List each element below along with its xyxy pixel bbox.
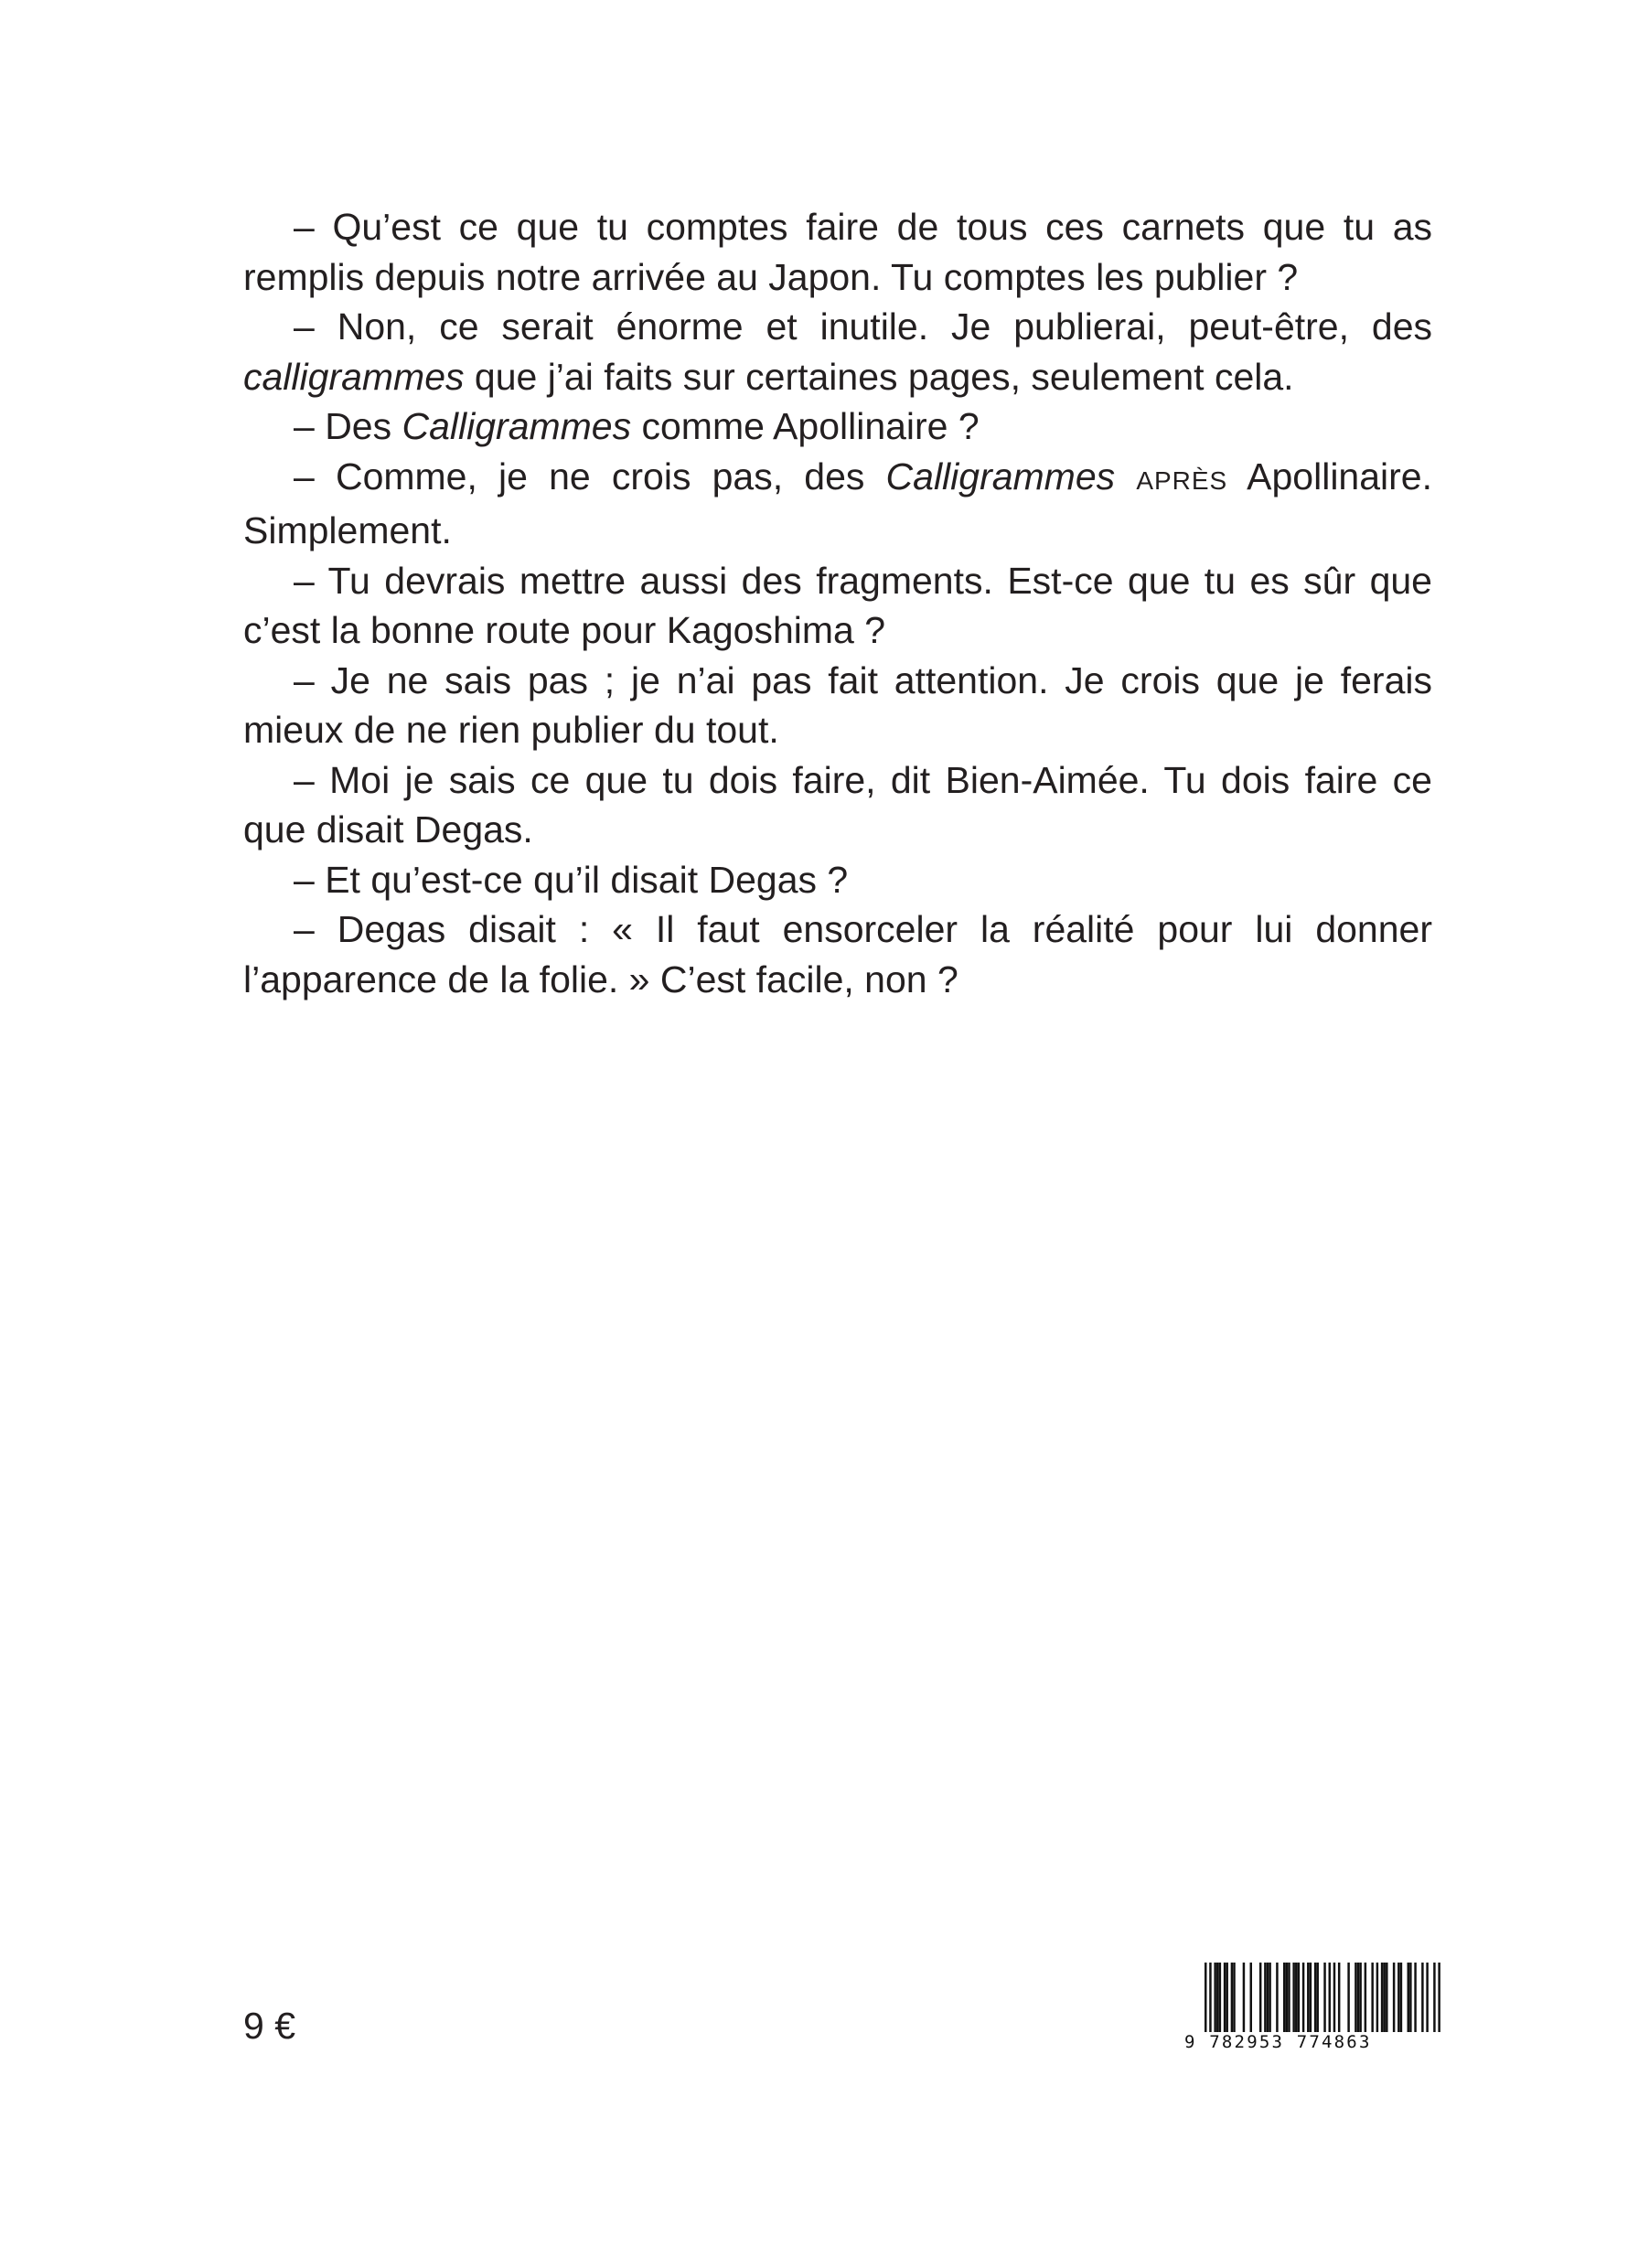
barcode-bar <box>1295 1963 1297 2036</box>
barcode-bar <box>1226 1963 1227 2036</box>
barcode-bar <box>1209 1963 1211 2036</box>
barcode-bar <box>1224 1963 1226 2036</box>
barcode-bar <box>1355 1963 1356 2036</box>
barcode-bar <box>1219 1963 1221 2036</box>
barcode-bar <box>1310 1963 1312 2036</box>
small-caps-word: APRÈS <box>1136 465 1228 495</box>
barcode-bar <box>1269 1963 1270 2036</box>
barcode-bar <box>1338 1963 1340 2036</box>
barcode-bar <box>1288 1963 1290 2036</box>
barcode-bar <box>1433 1963 1435 2036</box>
barcode-bar <box>1397 1963 1399 2036</box>
dialogue-line: – Des Calligrammes comme Apollinaire ? <box>294 405 980 447</box>
barcode-bar <box>1267 1963 1269 2036</box>
dialogue-line: – Je ne sais pas ; je n’ai pas fait attention. Je crois que je ferais mieux de ne rien publier du tout. <box>243 658 1432 751</box>
barcode-bar <box>1307 1963 1309 2036</box>
price-label: 9 € <box>243 2005 295 2047</box>
barcode-bar <box>1359 1963 1361 2036</box>
barcode-bar <box>1333 1963 1335 2036</box>
barcode-bar <box>1414 1963 1416 2036</box>
barcode-bar <box>1259 1963 1261 2036</box>
dialogue-line: – Moi je sais ce que tu dois faire, dit Bien-Aimée. Tu dois faire ce que disait Degas. <box>243 758 1432 850</box>
dialogue-line: – Et qu’est-ce qu’il disait Degas ? <box>294 858 849 901</box>
barcode-bar <box>1438 1963 1440 2036</box>
barcode-bar <box>1292 1963 1294 2036</box>
barcode-bar <box>1314 1963 1316 2036</box>
barcode-bar <box>1214 1963 1215 2036</box>
barcode-bar <box>1408 1963 1409 2036</box>
barcode-bar <box>1357 1963 1359 2036</box>
barcode-bar <box>1421 1963 1423 2036</box>
back-cover-text <box>243 202 1432 1004</box>
barcode-bar <box>1205 1963 1206 2036</box>
barcode-bar <box>1276 1963 1278 2036</box>
isbn-digits: 9 782953 774863 <box>1184 2032 1445 2052</box>
barcode-bar <box>1323 1963 1325 2036</box>
barcode-bar <box>1286 1963 1288 2036</box>
barcode-bar <box>1381 1963 1383 2036</box>
barcode-bar <box>1426 1963 1428 2036</box>
barcode-bar <box>1400 1963 1402 2036</box>
barcode-bar <box>1298 1963 1300 2036</box>
dialogue-line: – Comme, je ne crois pas, des Calligrammes APRÈS Apollinaire. Simplement. <box>243 455 1432 551</box>
barcode-bar <box>1386 1963 1387 2036</box>
barcode-bar <box>1393 1963 1395 2036</box>
dialogue-line: – Tu devrais mettre aussi des fragments. Est-ce que tu es sûr que c’est la bonne route pour Kagoshima ? <box>243 559 1432 651</box>
dialogue-line: – Qu’est ce que tu comptes faire de tous ces carnets que tu as remplis depuis notre arrivée au Japon. Tu comptes les publier ? <box>243 206 1432 298</box>
dialogue-line: – Degas disait : « Il faut ensorceler la réalité pour lui donner l’apparence de la folie. » C’est facile, non ? <box>243 908 1432 1000</box>
barcode-bar <box>1329 1963 1331 2036</box>
dialogue-line: – Non, ce serait énorme et inutile. Je publierai, peut-être, des calligrammes que j’ai faits sur certaines pages, seulement cela. <box>243 305 1432 398</box>
barcode-bar <box>1316 1963 1318 2036</box>
barcode-bar <box>1302 1963 1304 2036</box>
barcode-bar <box>1233 1963 1235 2036</box>
barcode-bar <box>1347 1963 1349 2036</box>
barcode-bar <box>1383 1963 1385 2036</box>
barcode-bar <box>1216 1963 1218 2036</box>
barcode-bar <box>1376 1963 1378 2036</box>
barcode-bar <box>1283 1963 1285 2036</box>
barcode-bar <box>1365 1963 1366 2036</box>
barcode-bar <box>1264 1963 1266 2036</box>
barcode-bar <box>1409 1963 1411 2036</box>
barcode-bar <box>1371 1963 1373 2036</box>
barcode-bar <box>1243 1963 1245 2036</box>
barcode-bar <box>1250 1963 1252 2036</box>
barcode-bar <box>1231 1963 1233 2036</box>
